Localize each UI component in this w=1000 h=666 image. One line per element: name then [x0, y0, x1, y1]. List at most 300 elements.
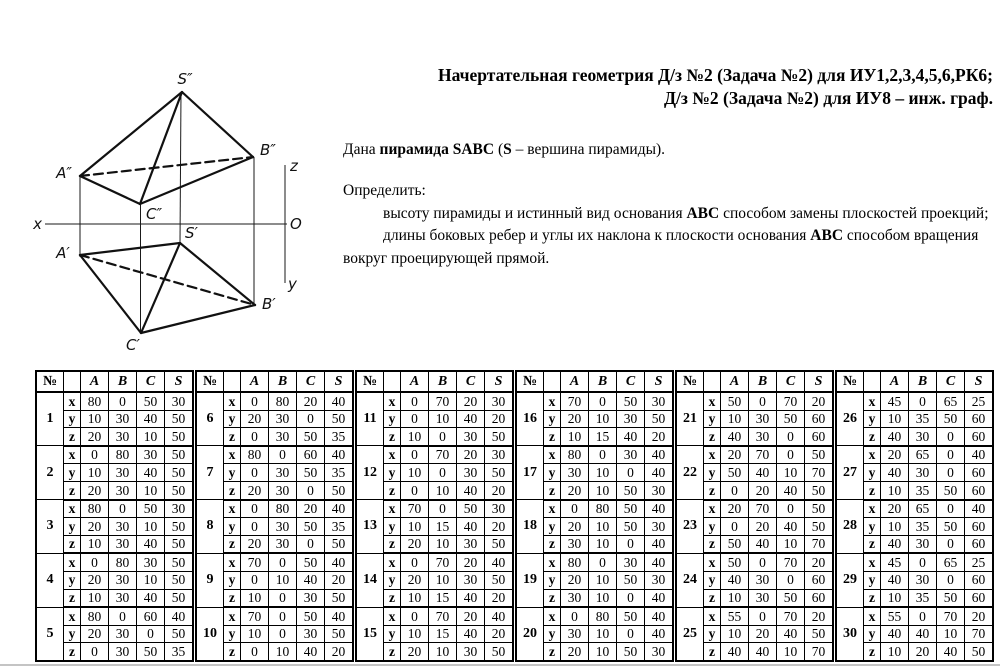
table-cell: 30: [485, 500, 514, 518]
table-cell: y: [544, 518, 561, 536]
table-cell: 40: [645, 607, 674, 625]
task1-text: способом замены плоскостей проекций;: [719, 204, 989, 222]
table-cell: 10: [721, 625, 749, 643]
table-cell: 30: [457, 428, 485, 446]
variant-group-table: [35, 370, 194, 662]
variant-group-table: [675, 370, 834, 662]
table-cell: 3: [36, 500, 64, 554]
table-cell: 40: [777, 481, 805, 499]
table-cell: 20: [749, 625, 777, 643]
table-cell: z: [704, 535, 721, 553]
table-row: [516, 500, 673, 518]
table-cell: 20: [561, 643, 589, 661]
table-cell: 0: [937, 446, 965, 464]
table-cell: y: [544, 625, 561, 643]
table-header-cell: №: [356, 371, 384, 392]
table-cell: 60: [965, 428, 994, 446]
table-cell: 10: [881, 589, 909, 607]
table-cell: 20: [485, 589, 514, 607]
table-row: [36, 446, 193, 464]
table-cell: 45: [881, 392, 909, 410]
table-header-cell: №: [836, 371, 864, 392]
table-cell: 0: [241, 518, 269, 536]
table-cell: 10: [137, 518, 165, 536]
table-cell: 40: [457, 410, 485, 428]
table-cell: 10: [589, 589, 617, 607]
variant-group-table: [515, 370, 674, 662]
table-cell: x: [864, 500, 881, 518]
table-cell: 50: [165, 464, 194, 482]
table-cell: 80: [81, 500, 109, 518]
table-cell: 20: [241, 410, 269, 428]
table-cell: x: [544, 446, 561, 464]
table-cell: 10: [81, 410, 109, 428]
table-cell: 50: [137, 643, 165, 661]
table-cell: 30: [109, 518, 137, 536]
table-cell: 50: [297, 607, 325, 625]
table-cell: 80: [109, 446, 137, 464]
table-cell: 20: [401, 535, 429, 553]
table-row: [356, 500, 513, 518]
table-cell: 30: [109, 410, 137, 428]
table-cell: y: [544, 571, 561, 589]
table-cell: 70: [805, 643, 834, 661]
table-cell: x: [224, 553, 241, 571]
table-row: [516, 446, 673, 464]
table-cell: 50: [617, 643, 645, 661]
table-cell: 20: [645, 428, 674, 446]
table-cell: z: [704, 428, 721, 446]
table-cell: 30: [909, 428, 937, 446]
table-cell: 40: [457, 518, 485, 536]
table-cell: 15: [429, 589, 457, 607]
table-cell: y: [224, 518, 241, 536]
table-cell: 10: [401, 589, 429, 607]
table-cell: 10: [429, 410, 457, 428]
table-cell: 20: [516, 607, 544, 661]
table-cell: 30: [617, 446, 645, 464]
table-cell: 40: [749, 464, 777, 482]
table-cell: 8: [196, 500, 224, 554]
table-cell: 0: [589, 392, 617, 410]
table-cell: y: [864, 571, 881, 589]
table-cell: 65: [909, 446, 937, 464]
table-cell: 80: [589, 607, 617, 625]
table-header-cell: C: [137, 371, 165, 392]
table-cell: 20: [805, 607, 834, 625]
table-cell: x: [544, 607, 561, 625]
table-cell: 20: [401, 643, 429, 661]
table-cell: 20: [881, 500, 909, 518]
table-cell: 0: [401, 410, 429, 428]
table-cell: 50: [721, 392, 749, 410]
label-c-front: C″: [146, 205, 163, 223]
table-cell: 0: [721, 481, 749, 499]
table-cell: 50: [325, 625, 354, 643]
table-cell: 5: [36, 607, 64, 661]
table-cell: 80: [81, 392, 109, 410]
table-cell: 30: [269, 535, 297, 553]
table-cell: y: [704, 571, 721, 589]
table-cell: y: [864, 410, 881, 428]
table-cell: 30: [457, 571, 485, 589]
table-cell: z: [64, 589, 81, 607]
table-row: [356, 553, 513, 571]
table-header-cell: [864, 371, 881, 392]
table-cell: 20: [81, 625, 109, 643]
table-cell: z: [544, 643, 561, 661]
table-cell: x: [64, 446, 81, 464]
table-cell: 35: [165, 643, 194, 661]
table-cell: 30: [645, 481, 674, 499]
table-cell: 40: [165, 607, 194, 625]
table-cell: 70: [937, 607, 965, 625]
table-cell: 50: [137, 500, 165, 518]
intro-text: – вершина пирамиды).: [511, 141, 666, 158]
table-cell: z: [544, 481, 561, 499]
table-cell: 0: [561, 500, 589, 518]
table-cell: 0: [401, 481, 429, 499]
table-cell: 0: [777, 428, 805, 446]
table-cell: 50: [645, 410, 674, 428]
table-cell: 0: [269, 589, 297, 607]
table-cell: 23: [676, 500, 704, 554]
table-cell: 80: [109, 553, 137, 571]
table-cell: 0: [109, 500, 137, 518]
table-cell: x: [864, 446, 881, 464]
table-cell: z: [384, 643, 401, 661]
table-cell: 30: [109, 428, 137, 446]
table-cell: y: [224, 410, 241, 428]
table-cell: 50: [165, 481, 194, 499]
table-cell: 10: [429, 481, 457, 499]
table-header-cell: №: [516, 371, 544, 392]
table-cell: 50: [485, 464, 514, 482]
table-cell: 40: [645, 589, 674, 607]
table-cell: 30: [269, 518, 297, 536]
table-cell: 50: [937, 589, 965, 607]
table-cell: y: [544, 464, 561, 482]
table-cell: 0: [429, 500, 457, 518]
table-cell: 40: [909, 625, 937, 643]
table-cell: 10: [589, 518, 617, 536]
table-cell: 10: [401, 428, 429, 446]
table-cell: z: [224, 428, 241, 446]
assignment-text: [343, 64, 993, 270]
table-cell: 70: [805, 535, 834, 553]
table-cell: 30: [165, 392, 194, 410]
table-row: [196, 553, 353, 571]
table-cell: 40: [777, 518, 805, 536]
table-cell: 60: [965, 518, 994, 536]
table-cell: 10: [589, 481, 617, 499]
table-cell: 10: [137, 481, 165, 499]
table-cell: 35: [909, 481, 937, 499]
table-cell: 30: [109, 464, 137, 482]
table-cell: 0: [241, 428, 269, 446]
table-cell: 30: [109, 589, 137, 607]
table-cell: z: [224, 535, 241, 553]
table-cell: 0: [617, 464, 645, 482]
table-cell: 0: [241, 464, 269, 482]
table-cell: 70: [561, 392, 589, 410]
table-cell: 80: [589, 500, 617, 518]
table-cell: y: [64, 518, 81, 536]
table-cell: 35: [325, 428, 354, 446]
label-s-front: S″: [177, 70, 193, 88]
table-cell: 11: [356, 392, 384, 446]
table-cell: 2: [36, 446, 64, 500]
table-cell: 40: [721, 428, 749, 446]
table-cell: 40: [645, 535, 674, 553]
table-cell: 80: [241, 446, 269, 464]
table-cell: 60: [965, 571, 994, 589]
table-cell: 0: [909, 553, 937, 571]
table-cell: 0: [749, 392, 777, 410]
table-cell: 70: [749, 500, 777, 518]
variant-group-table: [195, 370, 354, 662]
table-cell: 60: [965, 410, 994, 428]
intro-paragraph: [343, 139, 993, 161]
table-cell: 10: [561, 428, 589, 446]
table-row: [836, 446, 993, 464]
variant-group-table: [355, 370, 514, 662]
table-cell: 0: [617, 589, 645, 607]
table-cell: 40: [297, 571, 325, 589]
table-cell: 50: [325, 410, 354, 428]
table-cell: 0: [909, 607, 937, 625]
table-cell: 0: [937, 571, 965, 589]
table-cell: z: [864, 428, 881, 446]
table-cell: 0: [81, 446, 109, 464]
table-cell: 0: [777, 500, 805, 518]
table-cell: x: [384, 553, 401, 571]
table-cell: 10: [881, 643, 909, 661]
table-row: [836, 392, 993, 410]
table-cell: z: [544, 428, 561, 446]
table-cell: 30: [297, 625, 325, 643]
table-cell: 0: [137, 625, 165, 643]
table-cell: 50: [777, 410, 805, 428]
table-header-cell: S: [965, 371, 994, 392]
table-header-cell: B: [909, 371, 937, 392]
table-cell: 10: [589, 410, 617, 428]
table-cell: 30: [109, 571, 137, 589]
table-cell: y: [864, 518, 881, 536]
table-cell: 13: [356, 500, 384, 554]
table-header-cell: A: [881, 371, 909, 392]
task2-text: длины боковых ребер и углы их наклона к плоскости основания: [383, 227, 811, 244]
table-cell: 12: [356, 446, 384, 500]
table-cell: 10: [429, 571, 457, 589]
table-cell: 50: [617, 571, 645, 589]
table-cell: 10: [429, 535, 457, 553]
table-cell: 60: [805, 428, 834, 446]
table-header-cell: C: [937, 371, 965, 392]
table-cell: 50: [297, 518, 325, 536]
table-cell: 80: [81, 607, 109, 625]
table-cell: z: [544, 535, 561, 553]
table-cell: y: [864, 625, 881, 643]
table-cell: 40: [721, 571, 749, 589]
table-cell: 70: [401, 500, 429, 518]
label-a-top: A′: [56, 244, 70, 262]
table-cell: y: [704, 518, 721, 536]
table-cell: 22: [676, 446, 704, 500]
table-cell: 10: [881, 481, 909, 499]
table-cell: 50: [165, 535, 194, 553]
table-cell: 20: [805, 553, 834, 571]
table-cell: 40: [137, 410, 165, 428]
table-cell: 55: [721, 607, 749, 625]
table-row: [676, 553, 833, 571]
table-row: [516, 392, 673, 410]
table-cell: x: [704, 607, 721, 625]
table-cell: 10: [777, 464, 805, 482]
table-cell: 15: [429, 518, 457, 536]
table-cell: x: [64, 500, 81, 518]
table-cell: 20: [325, 643, 354, 661]
table-cell: 50: [805, 518, 834, 536]
table-cell: 20: [749, 481, 777, 499]
table-cell: 50: [721, 464, 749, 482]
table-cell: y: [704, 410, 721, 428]
table-cell: 10: [81, 535, 109, 553]
title-line1: Начертательная геометрия Д/з №2 (Задача №2) для ИУ1,2,3,4,5,6,РК6;: [437, 65, 993, 85]
table-cell: 50: [937, 481, 965, 499]
table-cell: x: [864, 392, 881, 410]
table-row: [196, 392, 353, 410]
table-cell: y: [704, 625, 721, 643]
table-cell: 50: [485, 571, 514, 589]
table-cell: 35: [909, 518, 937, 536]
label-a-front: A″: [56, 164, 72, 182]
table-cell: 70: [429, 553, 457, 571]
table-cell: 10: [589, 535, 617, 553]
table-cell: 30: [109, 481, 137, 499]
table-cell: 0: [81, 553, 109, 571]
table-cell: 30: [909, 535, 937, 553]
table-header-cell: A: [721, 371, 749, 392]
table-cell: 20: [721, 500, 749, 518]
table-cell: 80: [269, 500, 297, 518]
task2-text: способом вращения вокруг проецирующей прямой.: [343, 227, 979, 267]
table-cell: 20: [457, 553, 485, 571]
table-cell: 50: [965, 643, 994, 661]
table-header-cell: [64, 371, 81, 392]
table-cell: 30: [749, 589, 777, 607]
table-cell: 50: [457, 500, 485, 518]
table-cell: 50: [165, 428, 194, 446]
table-cell: 10: [937, 625, 965, 643]
table-header-cell: [384, 371, 401, 392]
table-cell: x: [704, 446, 721, 464]
table-cell: 0: [721, 518, 749, 536]
table-cell: 30: [749, 428, 777, 446]
table-cell: 10: [401, 518, 429, 536]
table-cell: 30: [457, 535, 485, 553]
table-row: [356, 392, 513, 410]
intro-text: (: [494, 141, 504, 158]
table-cell: 10: [429, 643, 457, 661]
table-cell: 60: [965, 589, 994, 607]
label-axis-y: y: [288, 275, 297, 293]
table-cell: 29: [836, 553, 864, 607]
table-cell: 50: [721, 535, 749, 553]
table-cell: 20: [485, 481, 514, 499]
table-cell: 0: [269, 625, 297, 643]
table-cell: 60: [137, 607, 165, 625]
table-cell: 70: [777, 607, 805, 625]
table-cell: y: [64, 571, 81, 589]
table-row: [676, 446, 833, 464]
table-cell: 50: [937, 410, 965, 428]
table-cell: 60: [965, 464, 994, 482]
table-row: [36, 392, 193, 410]
table-cell: 17: [516, 446, 544, 500]
table-cell: 55: [881, 607, 909, 625]
page-title: [343, 64, 993, 110]
table-row: [676, 607, 833, 625]
table-row: [356, 446, 513, 464]
table-cell: 0: [269, 553, 297, 571]
table-header-cell: №: [676, 371, 704, 392]
table-cell: 20: [965, 607, 994, 625]
table-cell: 70: [241, 607, 269, 625]
table-cell: 0: [241, 571, 269, 589]
table-cell: 20: [805, 392, 834, 410]
table-cell: 28: [836, 500, 864, 554]
table-cell: 0: [909, 392, 937, 410]
table-cell: 0: [297, 535, 325, 553]
table-cell: 0: [269, 607, 297, 625]
table-cell: 40: [297, 643, 325, 661]
table-cell: z: [384, 481, 401, 499]
table-cell: 20: [241, 481, 269, 499]
table-cell: 30: [297, 589, 325, 607]
table-cell: 40: [137, 464, 165, 482]
table-row: [356, 607, 513, 625]
label-axis-z: z: [290, 157, 298, 175]
table-cell: z: [224, 481, 241, 499]
table-cell: z: [704, 643, 721, 661]
table-cell: 21: [676, 392, 704, 446]
table-cell: 18: [516, 500, 544, 554]
table-cell: 0: [777, 446, 805, 464]
table-cell: 30: [485, 446, 514, 464]
table-cell: 40: [325, 607, 354, 625]
table-cell: 30: [485, 392, 514, 410]
table-cell: 20: [81, 571, 109, 589]
table-cell: y: [224, 464, 241, 482]
table-cell: 10: [241, 589, 269, 607]
table-cell: 10: [137, 428, 165, 446]
table-cell: y: [64, 410, 81, 428]
table-cell: 20: [881, 446, 909, 464]
table-cell: 10: [269, 643, 297, 661]
table-cell: 50: [137, 392, 165, 410]
table-row: [196, 446, 353, 464]
table-header-cell: S: [485, 371, 514, 392]
table-cell: 0: [749, 553, 777, 571]
label-c-top: C′: [126, 336, 140, 354]
table-cell: 35: [909, 410, 937, 428]
table-cell: 50: [777, 589, 805, 607]
table-row: [836, 500, 993, 518]
table-cell: 0: [297, 410, 325, 428]
table-cell: 10: [589, 625, 617, 643]
table-cell: z: [64, 643, 81, 661]
